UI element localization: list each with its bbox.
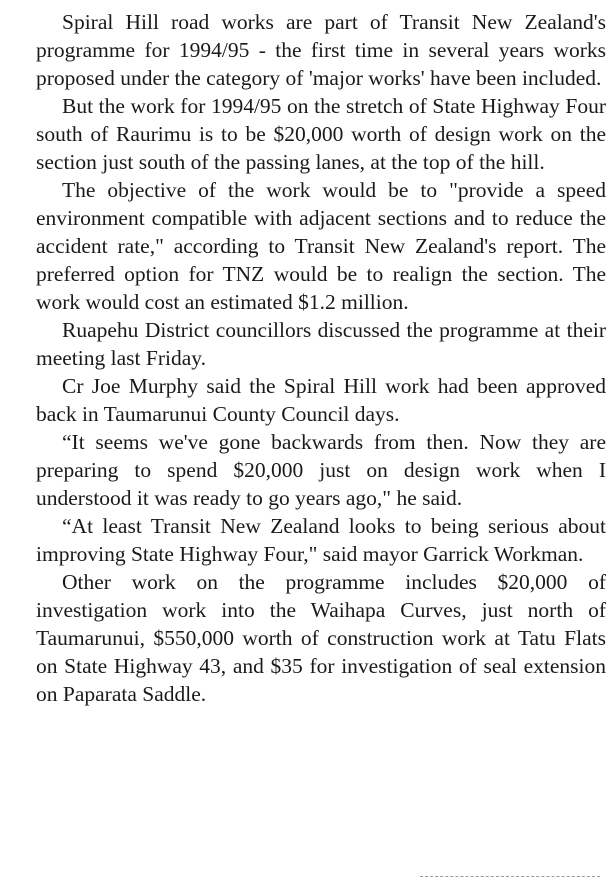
paragraph-other-work: Other work on the programme includes $20,000 of investigation work into the Waihapa Curves, just north of Taumarunui, $550,000 worth of construction work at Tatu Flats on State Highway 43, and $35 for investigation of seal extension on Paparata Saddle. xyxy=(36,570,606,706)
paragraph-murphy-quote: “It seems we've gone backwards from then. Now they are preparing to spend $20,000 just on design work when I understood it was ready to go years ago," he said. xyxy=(36,430,606,510)
column-end-rule xyxy=(420,876,600,877)
paragraph-spiral-hill-programme: Spiral Hill road works are part of Transit New Zealand's programme for 1994/95 - the first time in several years works proposed under the category of 'major works' have been included. xyxy=(36,10,606,90)
article-body xyxy=(36,8,606,708)
paragraph-raurimu-design-work: But the work for 1994/95 on the stretch of State Highway Four south of Raurimu is to be $20,000 worth of design work on the section just south of the passing lanes, at the top of the hill. xyxy=(36,94,606,174)
paragraph-objective: The objective of the work would be to "provide a speed environment compatible with adjacent sections and to reduce the accident rate," according to Transit New Zealand's report. The preferred option for TNZ would be to realign the section. The work would cost an estimated $1.2 million. xyxy=(36,178,606,314)
paragraph-council-discussion: Ruapehu District councillors discussed the programme at their meeting last Friday. xyxy=(36,318,606,370)
paragraph-murphy-statement: Cr Joe Murphy said the Spiral Hill work had been approved back in Taumarunui County Council days. xyxy=(36,374,606,426)
paragraph-mayor-quote: “At least Transit New Zealand looks to being serious about improving State Highway Four," said mayor Garrick Workman. xyxy=(36,514,606,566)
